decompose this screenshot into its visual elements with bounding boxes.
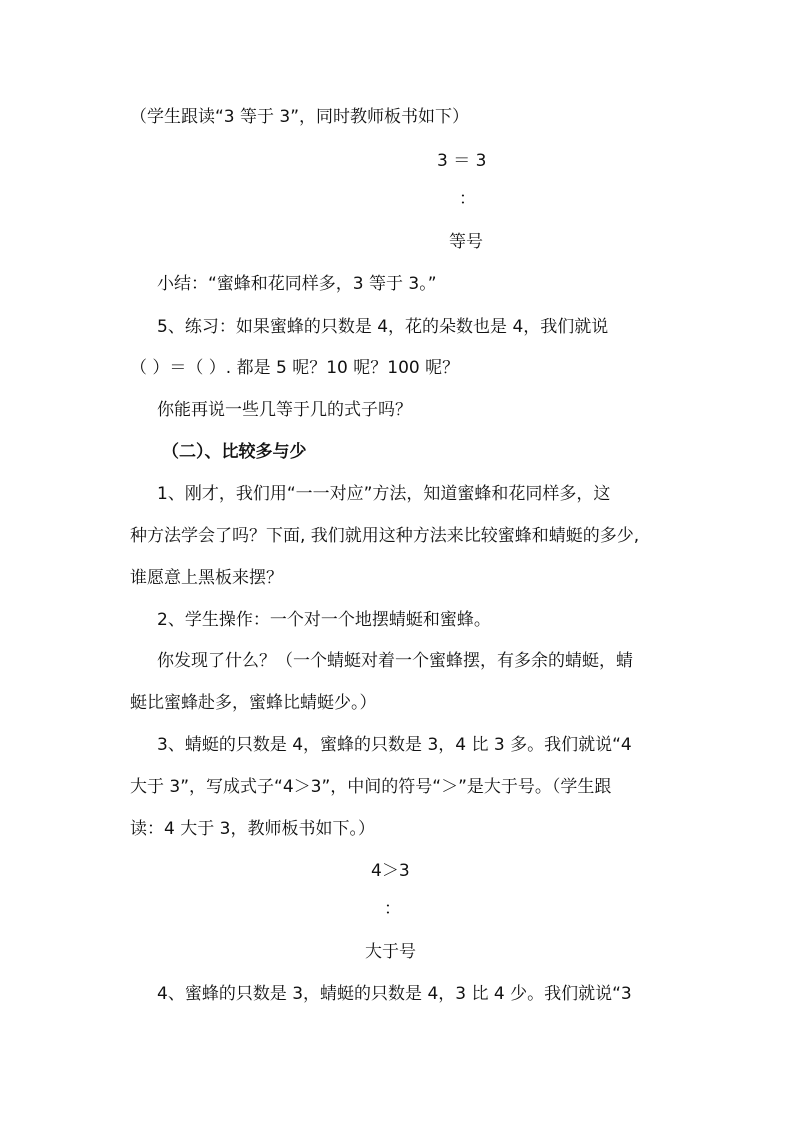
exercise-line-1: 5、练习：如果蜜蜂的只数是 4，花的朵数也是 4，我们就说	[157, 317, 609, 337]
summary-line: 小结：“蜜蜂和花同样多，3 等于 3。”	[157, 274, 437, 294]
text-line-board-intro: （学生跟读“3 等于 3”，同时教师板书如下）	[130, 107, 470, 127]
pointer-mark: ：	[459, 189, 476, 209]
pointer-mark-2: ：	[384, 899, 401, 919]
paragraph-3-line-2: 蜓比蜜蜂赴多，蜜蜂比蜻蜓少。）	[130, 693, 377, 713]
paragraph-5-line-1: 4、蜜蜂的只数是 3，蜻蜓的只数是 4，3 比 4 少。我们就说“3	[157, 984, 632, 1004]
paragraph-1-line-2: 种方法学会了吗？下面, 我们就用这种方法来比较蜜蜂和蜻蜓的多少,	[130, 526, 640, 546]
paragraph-1-line-3: 谁愿意上黑板来摆？	[130, 568, 283, 588]
label-greater-sign: 大于号	[365, 942, 416, 962]
exercise-line-2: （ ）＝（ ）. 都是 5 呢？10 呢？100 呢？	[130, 358, 460, 378]
paragraph-3-line-1: 你发现了什么？（一个蜻蜓对着一个蜜蜂摆，有多余的蜻蜓，蜻	[157, 651, 633, 671]
paragraph-4-line-2: 大于 3”，写成式子“4＞3”，中间的符号“＞”是大于号。（学生跟	[130, 777, 612, 797]
section-heading-compare: （二）、比较多与少	[162, 442, 307, 462]
paragraph-4-line-1: 3、蜻蜓的只数是 4，蜜蜂的只数是 3，4 比 3 多。我们就说“4	[157, 735, 632, 755]
paragraph-2-line-1: 2、学生操作：一个对一个地摆蜻蜓和蜜蜂。	[157, 610, 491, 630]
paragraph-1-line-1: 1、刚才，我们用“一一对应”方法，知道蜜蜂和花同样多，这	[157, 484, 611, 504]
equation-4-greater-3: 4＞3	[371, 861, 410, 881]
label-equal-sign: 等号	[449, 232, 483, 252]
question-line: 你能再说一些几等于几的式子吗？	[157, 400, 412, 420]
equation-3-equals-3: 3 ＝ 3	[437, 151, 487, 171]
paragraph-4-line-3: 读：4 大于 3，教师板书如下。）	[130, 819, 375, 839]
